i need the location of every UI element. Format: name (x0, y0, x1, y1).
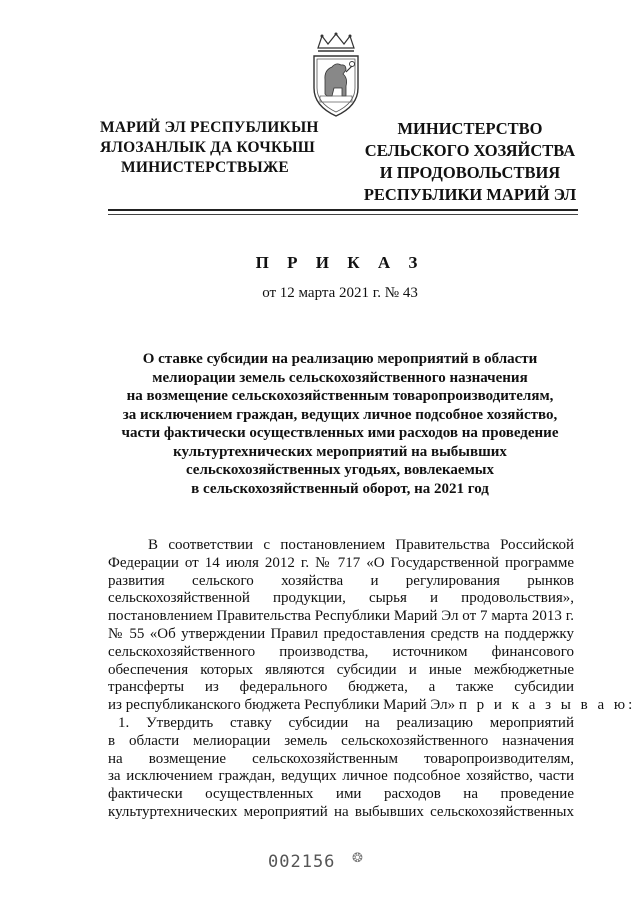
body-line: сельскохозяйственного производства, источником финансового (108, 643, 574, 660)
subject-line: О ставке субсидии на реализацию мероприятий в области (142, 351, 538, 367)
ministry-name-mari (100, 118, 319, 178)
subject-line: культуртехнических мероприятий на выбывших (173, 443, 507, 460)
header-left-line: МАРИЙ ЭЛ РЕСПУБЛИКЫН (100, 119, 319, 136)
ministry-name-russian (350, 118, 590, 206)
orders-word: п р и к а з ы в а ю: (458, 697, 636, 714)
body-line: В соответствии с постановлением Правительства Российской (148, 537, 574, 553)
header-divider-thick (108, 209, 578, 211)
subject-line: на возмещение сельскохозяйственным товаропроизводителям, (126, 388, 554, 404)
body-line: за исключением граждан, ведущих личное подсобное хозяйство, части (108, 768, 574, 785)
body-line: 1. Утвердить ставку субсидии на реализацию мероприятий (118, 714, 574, 731)
body-line: трансферты из федерального бюджета, а также субсидии (108, 679, 574, 696)
subject-line: части фактически осуществленных ими расходов на проведение (121, 425, 559, 441)
order-title: П Р И К А З (255, 253, 425, 272)
body-line: в области мелиорации земель сельскохозяйственного назначения (108, 732, 574, 749)
body-line: из республиканского бюджета Республики Марий Эл» (108, 697, 456, 714)
subject-line: за исключением граждан, ведущих личное подсобное хозяйство, (122, 406, 558, 423)
body-line: развития сельского хозяйства и регулирования рынков (108, 572, 574, 589)
order-date-number: от 12 марта 2021 г. № 43 (262, 285, 418, 301)
subject-line: сельскохозяйственных угодьях, вовлекаемых (185, 462, 495, 478)
body-line: постановлением Правительства Республики Марий Эл от 7 марта 2013 г. (108, 608, 574, 625)
header-left-line: МИНИСТЕРСТВЫЖЕ (121, 159, 289, 176)
subject-line: мелиорации земель сельскохозяйственного назначения (152, 369, 528, 386)
order-subject (100, 350, 580, 498)
header-right-line: РЕСПУБЛИКИ МАРИЙ ЭЛ (363, 185, 577, 204)
order-body (108, 537, 636, 822)
serial-number: 002156 (268, 852, 336, 872)
header-right-line: МИНИСТЕРСТВО (397, 119, 543, 138)
body-line: № 55 «Об утверждении Правил предоставления средств на поддержку (108, 625, 574, 642)
body-line: фактически осуществленных ими расходов на проведение (108, 786, 574, 803)
body-line: обеспечения которых являются субсидии и иные межбюджетные (108, 661, 574, 678)
ornament-mark-icon: ❂ (352, 851, 363, 866)
header-divider-thin (108, 214, 578, 215)
header-right-line: СЕЛЬСКОГО ХОЗЯЙСТВА (364, 141, 576, 160)
body-line: Федерации от 14 июля 2012 г. № 717 «О Государственной программе (108, 554, 574, 571)
coat-of-arms-icon (310, 32, 362, 118)
header-left-line: ЯЛОЗАНЛЫК ДА КОЧКЫШ (100, 139, 316, 156)
body-line: сельскохозяйственной продукции, сырья и продовольствия», (108, 590, 574, 607)
body-line-with-orders (108, 697, 636, 715)
body-line: на возмещение сельскохозяйственным товаропроизводителям, (108, 750, 574, 767)
body-line: культуртехнических мероприятий на выбывших сельскохозяйственных (108, 803, 574, 820)
header-right-line: И ПРОДОВОЛЬСТВИЯ (379, 163, 561, 182)
subject-line: в сельскохозяйственный оборот, на 2021 год (191, 480, 489, 497)
